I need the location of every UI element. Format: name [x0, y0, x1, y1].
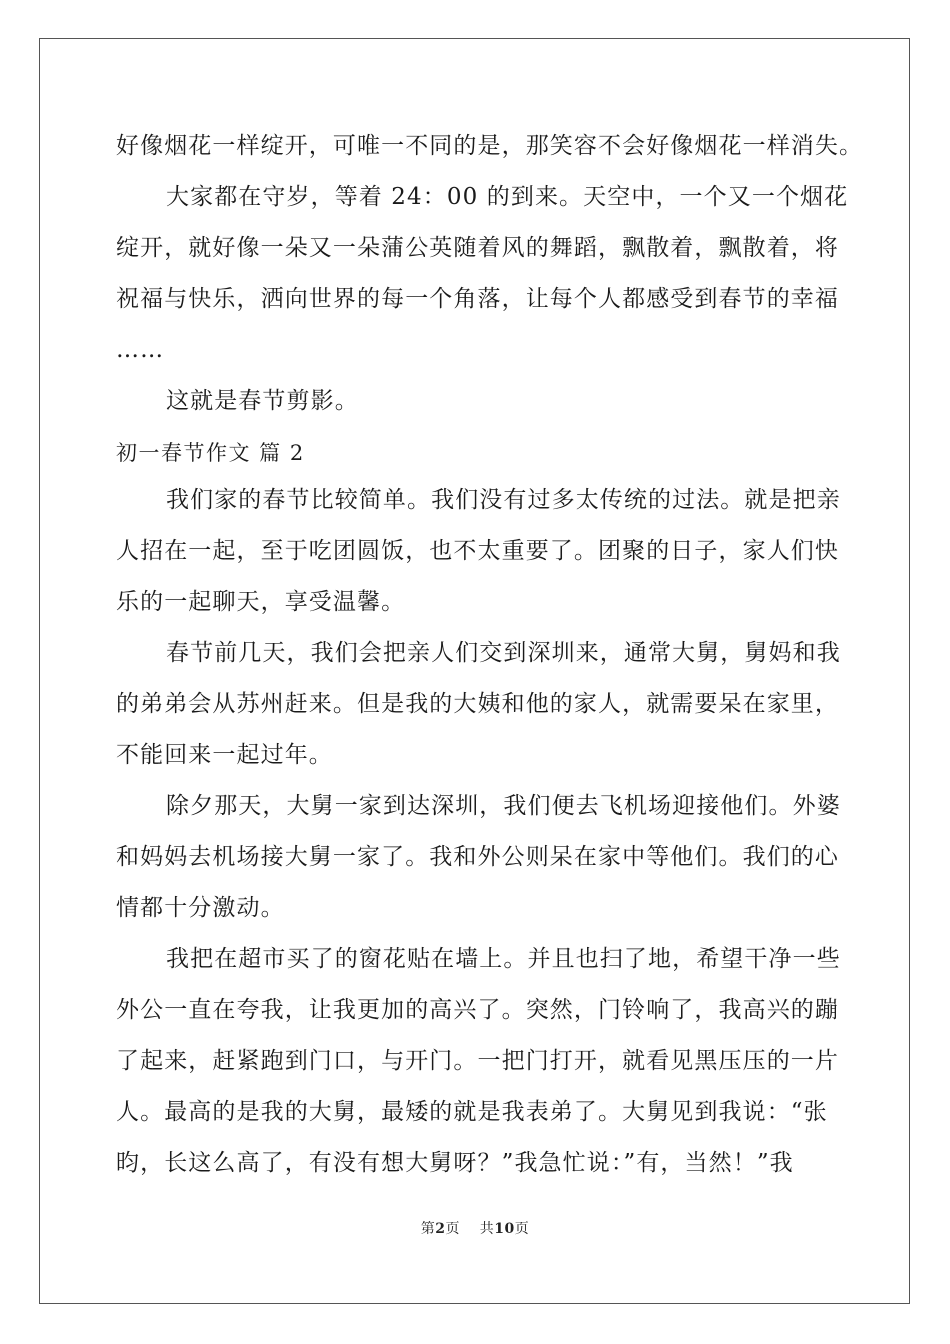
text-line: 外公一直在夸我，让我更加的高兴了。突然，门铃响了，我高兴的蹦	[116, 997, 839, 1023]
text-line: 人招在一起，至于吃团圆饭，也不太重要了。团聚的日子，家人们快	[116, 538, 839, 564]
text-line: 祝福与快乐，洒向世界的每一个角落，让每个人都感受到春节的幸福	[116, 286, 839, 312]
text-line: 除夕那天，大舅一家到达深圳，我们便去飞机场迎接他们。外婆	[166, 793, 841, 819]
text-line: 这就是春节剪影。	[166, 388, 359, 414]
text-line: 情都十分激动。	[116, 895, 285, 921]
text-line: 乐的一起聊天，享受温馨。	[116, 589, 406, 615]
page-current: 2	[435, 1221, 446, 1237]
text-line: 昀，长这么高了，有没有想大舅呀？”我急忙说：”有，当然！”我	[116, 1150, 794, 1176]
text-line: 绽开，就好像一朵又一朵蒲公英随着风的舞蹈，飘散着，飘散着，将	[116, 235, 839, 261]
ellipsis-line: ……	[116, 337, 165, 363]
total-suffix: 页	[514, 1221, 530, 1237]
page-footer	[0, 1218, 950, 1238]
page-suffix: 页	[445, 1221, 460, 1237]
text-line: 不能回来一起过年。	[116, 742, 333, 768]
text-line: 人。最高的是我的大舅，最矮的就是我表弟了。大舅见到我说：“张	[116, 1099, 828, 1125]
text-line: 了起来，赶紧跑到门口，与开门。一把门打开，就看见黑压压的一片	[116, 1048, 839, 1074]
text-line: 春节前几天，我们会把亲人们交到深圳来，通常大舅，舅妈和我	[166, 640, 841, 666]
text-line: 我把在超市买了的窗花贴在墙上。并且也扫了地，希望干净一些	[166, 946, 841, 972]
document-body	[116, 121, 864, 1189]
total-prefix: 共	[479, 1221, 495, 1237]
text-line: 的弟弟会从苏州赶来。但是我的大姨和他的家人，就需要呆在家里，	[116, 691, 839, 717]
text-line: 我们家的春节比较简单。我们没有过多太传统的过法。就是把亲	[166, 487, 841, 513]
page-prefix: 第	[420, 1221, 436, 1237]
page-total: 10	[494, 1221, 515, 1237]
text-line: 和妈妈去机场接大舅一家了。我和外公则呆在家中等他们。我们的心	[116, 844, 839, 870]
section-heading: 初一春节作文 篇 2	[116, 441, 305, 465]
text-line: 好像烟花一样绽开，可唯一不同的是，那笑容不会好像烟花一样消失。	[116, 133, 864, 159]
text-line: 大家都在守岁，等着 24：00 的到来。天空中，一个又一个烟花	[166, 184, 849, 210]
